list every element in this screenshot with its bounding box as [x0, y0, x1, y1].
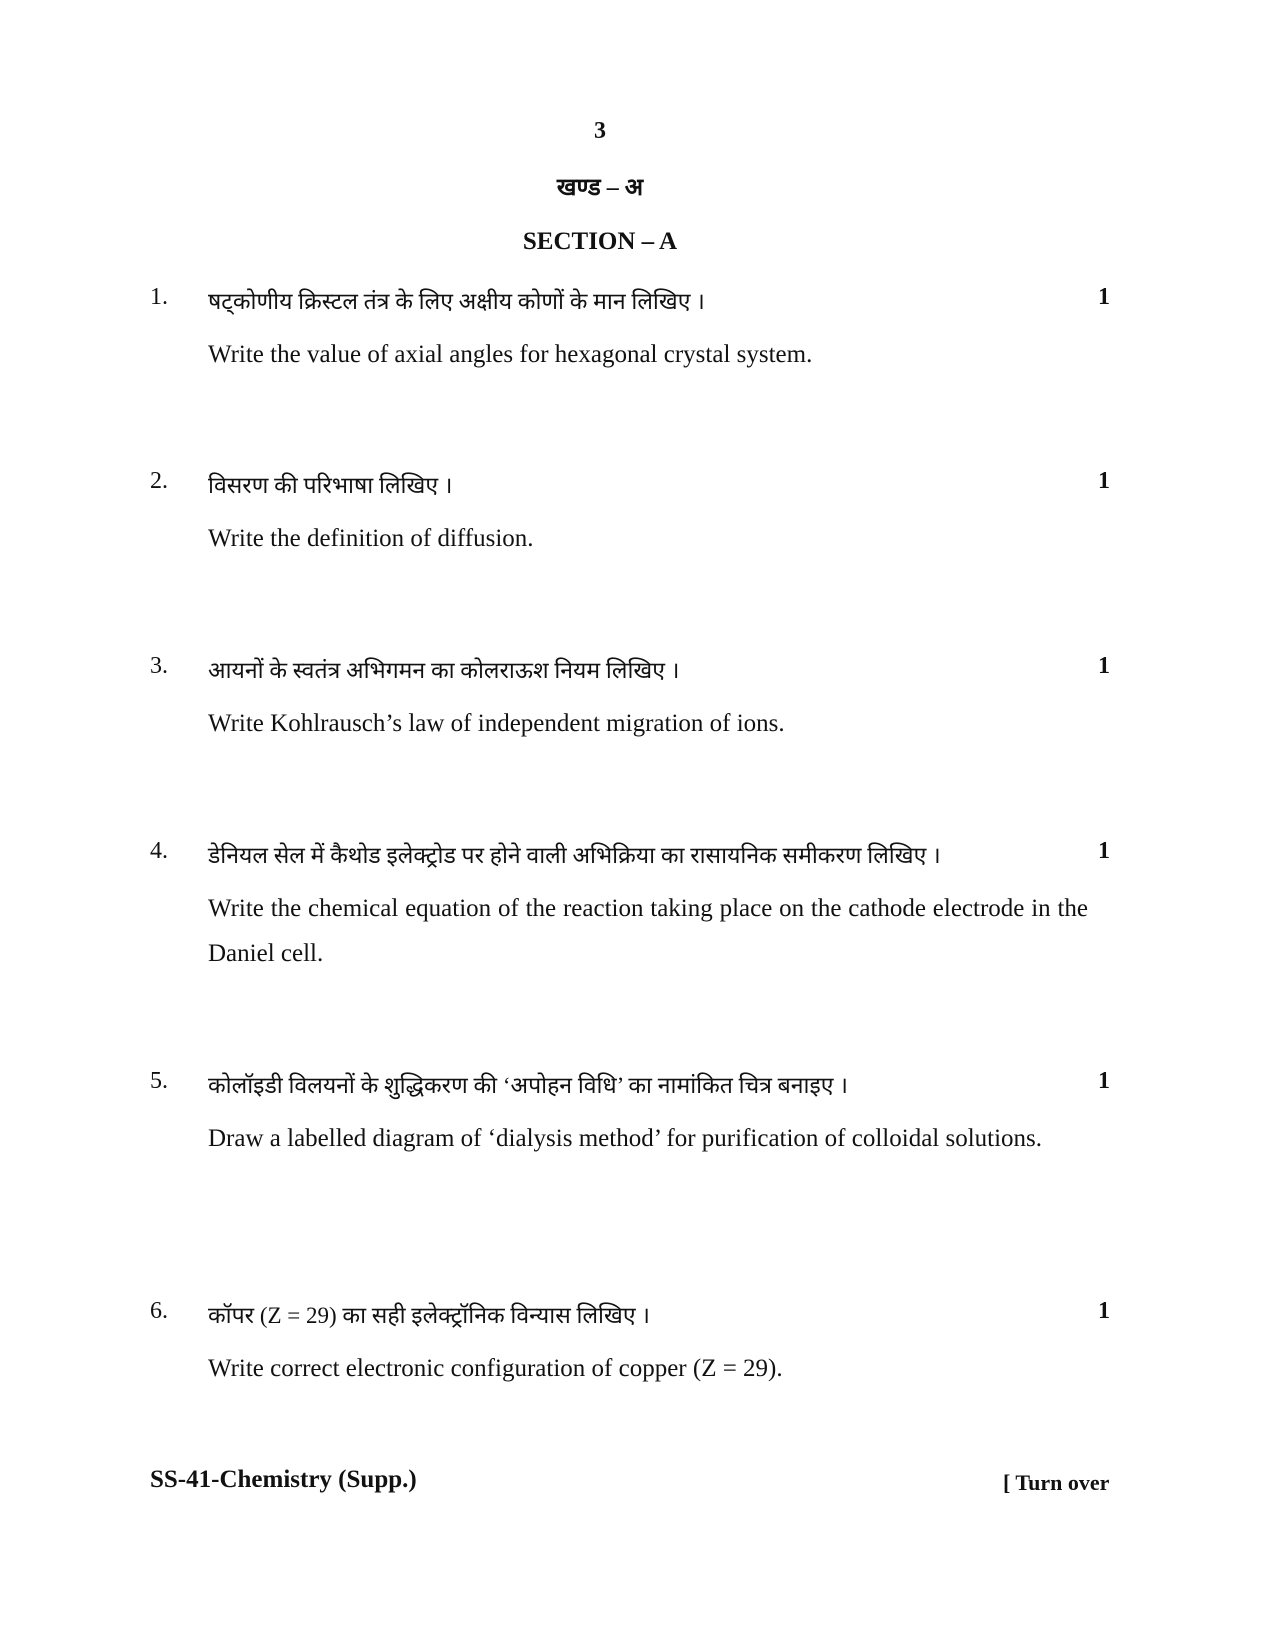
question-marks: 1 [1098, 284, 1110, 310]
page-number: 3 [594, 118, 606, 144]
question-text-english: Write the value of axial angles for hexagonal crystal system. [208, 341, 813, 368]
question-number: 3. [150, 653, 168, 679]
question-marks: 1 [1098, 1068, 1110, 1094]
turn-over-label: [ Turn over [1003, 1470, 1110, 1495]
question-number: 5. [150, 1068, 168, 1094]
question-number: 1. [150, 284, 168, 310]
question-text-english: Write the chemical equation of the reaction taking place on the cathode electrode in the Daniel cell. [208, 895, 1088, 967]
section-title-english: SECTION – A [522, 228, 678, 255]
question-text-hindi: षट्कोणीय क्रिस्टल तंत्र के लिए अक्षीय कोणों के मान लिखिए । [208, 289, 705, 314]
question-number: 4. [150, 838, 168, 864]
question-text-hindi: कॉपर (Z = 29) का सही इलेक्ट्रॉनिक विन्यास लिखिए । [208, 1303, 651, 1328]
question-marks: 1 [1098, 838, 1110, 864]
question-marks: 1 [1098, 653, 1110, 679]
question-number: 2. [150, 468, 168, 494]
question-text-hindi: कोलॉइडी विलयनों के शुद्धिकरण की ‘अपोहन विधि’ का नामांकित चित्र बनाइए । [208, 1073, 848, 1098]
section-title-hindi: खण्ड – अ [556, 175, 644, 201]
question-text-english: Write Kohlrausch’s law of independent migration of ions. [208, 710, 785, 737]
question-text-english: Draw a labelled diagram of ‘dialysis method’ for purification of colloidal solutions. [208, 1125, 1043, 1152]
question-number: 6. [150, 1298, 168, 1324]
question-marks: 1 [1098, 1298, 1110, 1324]
question-text-english: Write the definition of diffusion. [208, 525, 534, 552]
question-text-hindi: विसरण की परिभाषा लिखिए । [208, 473, 453, 498]
question-text-hindi: आयनों के स्वतंत्र अभिगमन का कोलराऊश नियम लिखिए । [208, 658, 680, 683]
paper-code: SS-41-Chemistry (Supp.) [150, 1466, 417, 1493]
question-text-english: Write correct electronic configuration of copper (Z = 29). [208, 1355, 783, 1382]
question-marks: 1 [1098, 468, 1110, 494]
question-text-hindi: डेनियल सेल में कैथोड इलेक्ट्रोड पर होने वाली अभिक्रिया का रासायनिक समीकरण लिखिए । [208, 843, 941, 868]
